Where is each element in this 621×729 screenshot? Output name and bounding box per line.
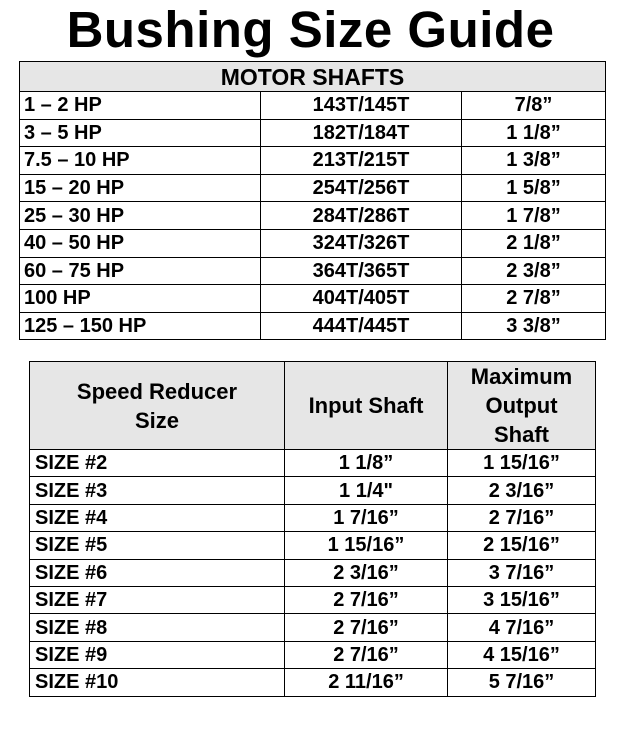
frame-cell: 284T/286T [261, 202, 462, 230]
speed-reducer-row [30, 532, 596, 559]
horsepower-cell: 25 – 30 HP [20, 202, 261, 230]
reducer-size-cell: SIZE #7 [30, 586, 285, 613]
max-output-shaft-header-line2: Output [485, 393, 558, 418]
reducer-size-cell: SIZE #3 [30, 477, 285, 504]
input-shaft-cell: 2 7/16” [285, 641, 448, 668]
speed-reducer-row [30, 614, 596, 641]
max-output-shaft-cell: 4 7/16” [448, 614, 596, 641]
speed-reducer-row [30, 641, 596, 668]
reducer-size-cell: SIZE #9 [30, 641, 285, 668]
frame-cell: 364T/365T [261, 257, 462, 285]
reducer-size-cell: SIZE #5 [30, 532, 285, 559]
frame-cell: 213T/215T [261, 147, 462, 175]
speed-reducer-row [30, 559, 596, 586]
motor-shaft-row [20, 229, 606, 257]
speed-reducer-row [30, 450, 596, 477]
frame-cell: 324T/326T [261, 229, 462, 257]
frame-cell: 404T/405T [261, 285, 462, 313]
reducer-size-cell: SIZE #8 [30, 614, 285, 641]
horsepower-cell: 125 – 150 HP [20, 312, 261, 340]
shaft-diameter-cell: 1 5/8” [462, 174, 606, 202]
frame-cell: 182T/184T [261, 119, 462, 147]
motor-shaft-row [20, 147, 606, 175]
motor-shafts-table [19, 61, 606, 340]
input-shaft-cell: 2 7/16” [285, 586, 448, 613]
input-shaft-cell: 1 1/4" [285, 477, 448, 504]
reducer-size-cell: SIZE #10 [30, 669, 285, 696]
motor-shaft-row [20, 285, 606, 313]
max-output-shaft-cell: 1 15/16” [448, 450, 596, 477]
max-output-shaft-cell: 3 7/16” [448, 559, 596, 586]
horsepower-cell: 100 HP [20, 285, 261, 313]
input-shaft-cell: 2 3/16” [285, 559, 448, 586]
frame-cell: 143T/145T [261, 92, 462, 120]
input-shaft-cell: 2 11/16” [285, 669, 448, 696]
motor-shaft-row [20, 92, 606, 120]
input-shaft-cell: 1 1/8” [285, 450, 448, 477]
shaft-diameter-cell: 3 3/8” [462, 312, 606, 340]
shaft-diameter-cell: 2 1/8” [462, 229, 606, 257]
max-output-shaft-header-line1: Maximum [470, 364, 573, 389]
motor-shaft-row [20, 312, 606, 340]
input-shaft-cell: 1 15/16” [285, 532, 448, 559]
speed-reducer-row [30, 669, 596, 696]
input-shaft-cell: 2 7/16” [285, 614, 448, 641]
speed-reducer-header-row [30, 362, 596, 450]
horsepower-cell: 3 – 5 HP [20, 119, 261, 147]
max-output-shaft-cell: 3 15/16” [448, 586, 596, 613]
shaft-diameter-cell: 1 3/8” [462, 147, 606, 175]
speed-reducer-size-header-line2: Size [134, 407, 180, 433]
shaft-diameter-cell: 7/8” [462, 92, 606, 120]
max-output-shaft-cell: 2 3/16” [448, 477, 596, 504]
speed-reducer-table [29, 361, 596, 697]
shaft-diameter-cell: 2 7/8” [462, 285, 606, 313]
max-output-shaft-header [448, 362, 596, 450]
horsepower-cell: 7.5 – 10 HP [20, 147, 261, 175]
speed-reducer-row [30, 586, 596, 613]
frame-cell: 444T/445T [261, 312, 462, 340]
motor-shaft-row [20, 174, 606, 202]
max-output-shaft-cell: 4 15/16” [448, 641, 596, 668]
horsepower-cell: 40 – 50 HP [20, 229, 261, 257]
frame-cell: 254T/256T [261, 174, 462, 202]
motor-shaft-row [20, 202, 606, 230]
speed-reducer-size-header-line1: Speed Reducer [76, 378, 238, 404]
speed-reducer-row [30, 504, 596, 531]
max-output-shaft-cell: 2 7/16” [448, 504, 596, 531]
horsepower-cell: 15 – 20 HP [20, 174, 261, 202]
reducer-size-cell: SIZE #4 [30, 504, 285, 531]
reducer-size-cell: SIZE #2 [30, 450, 285, 477]
shaft-diameter-cell: 1 1/8” [462, 119, 606, 147]
max-output-shaft-header-line3: Shaft [494, 422, 549, 447]
motor-shafts-header-row [20, 62, 606, 92]
page-title: Bushing Size Guide [66, 1, 555, 58]
shaft-diameter-cell: 1 7/8” [462, 202, 606, 230]
motor-shafts-header: MOTOR SHAFTS [20, 62, 606, 92]
input-shaft-cell: 1 7/16” [285, 504, 448, 531]
max-output-shaft-cell: 2 15/16” [448, 532, 596, 559]
speed-reducer-size-header [30, 362, 285, 450]
horsepower-cell: 60 – 75 HP [20, 257, 261, 285]
speed-reducer-row [30, 477, 596, 504]
shaft-diameter-cell: 2 3/8” [462, 257, 606, 285]
input-shaft-header: Input Shaft [285, 362, 448, 450]
horsepower-cell: 1 – 2 HP [20, 92, 261, 120]
motor-shaft-row [20, 119, 606, 147]
motor-shaft-row [20, 257, 606, 285]
max-output-shaft-cell: 5 7/16” [448, 669, 596, 696]
reducer-size-cell: SIZE #6 [30, 559, 285, 586]
